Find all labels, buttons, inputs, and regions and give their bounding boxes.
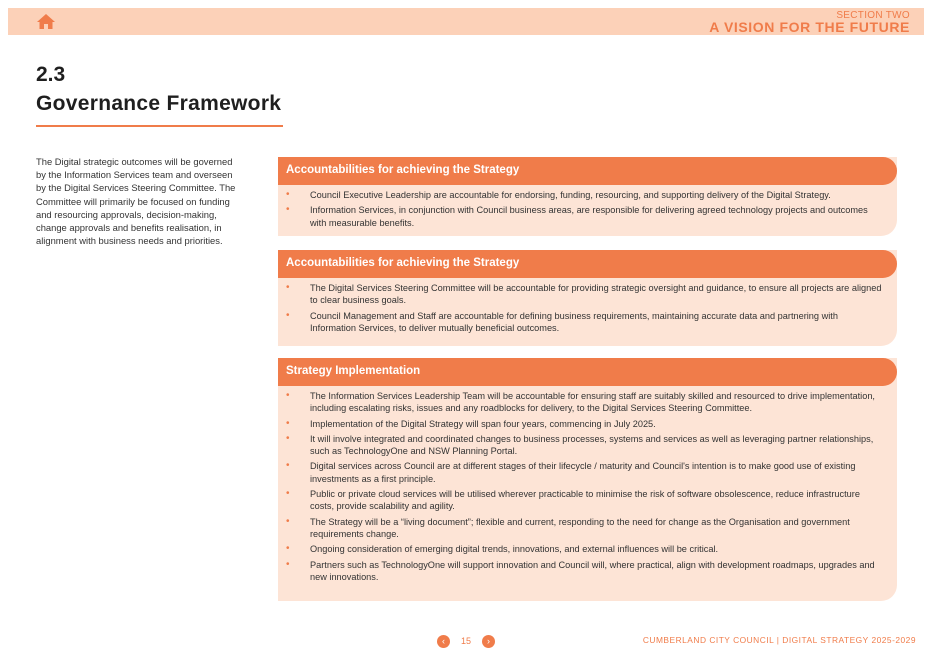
intro-paragraph: The Digital strategic outcomes will be governed by the Information Services team and overseen by the Digital Services Steering Committee. The Committee will primarily be focused on funding and resourcing approvals, decision-making, change approvals and benefits realisation, in alignment with business needs and priorities. (36, 156, 236, 247)
accountabilities-card-1 (278, 157, 897, 236)
top-banner (8, 8, 924, 35)
list-item: • Partners such as TechnologyOne will support innovation and Council will, where practical, align with development roadmaps, upgrades and new innovations. (310, 559, 883, 584)
card-title: Accountabilities for achieving the Strategy (278, 157, 897, 185)
bullet-list (278, 278, 897, 343)
footer-text: CUMBERLAND CITY COUNCIL | DIGITAL STRATEGY 2025-2029 (642, 635, 916, 645)
list-item: • Ongoing consideration of emerging digital trends, innovations, and external influences will be critical. (310, 543, 883, 555)
list-item: • Information Services, in conjunction with Council business areas, are responsible for delivering agreed technology projects and outcomes with measurable benefits. (310, 204, 883, 229)
accountabilities-card-2 (278, 250, 897, 346)
page-navigation (437, 634, 495, 648)
list-item: • It will involve integrated and coordinated changes to business processes, systems and services as well as leveraging partner relationships, such as TechnologyOne and NSW Planning Portal. (310, 433, 883, 458)
section-title: A VISION FOR THE FUTURE (709, 19, 910, 35)
section-label: SECTION TWO (836, 10, 910, 21)
bullet-list (278, 386, 897, 592)
list-item: • The Information Services Leadership Team will be accountable for ensuring staff are suitably skilled and resourced to drive implementation, including escalating risks, issues and any roadblocks for delivery, to the Digital Services Steering Committee. (310, 390, 883, 415)
strategy-implementation-card (278, 358, 897, 601)
page-title: Governance Framework (36, 92, 282, 115)
chevron-right-icon[interactable]: › (482, 635, 495, 648)
bullet-list (278, 185, 897, 238)
card-title: Strategy Implementation (278, 358, 897, 386)
list-item: • The Strategy will be a “living document”; flexible and current, responding to the need for change as the Organisation and government requirements change. (310, 516, 883, 541)
list-item: • Implementation of the Digital Strategy will span four years, commencing in July 2025. (310, 418, 883, 430)
chevron-left-icon[interactable]: ‹ (437, 635, 450, 648)
card-title: Accountabilities for achieving the Strategy (278, 250, 897, 278)
list-item: • Digital services across Council are at different stages of their lifecycle / maturity and Council's intention is to make good use of existing investments as a first principle. (310, 460, 883, 485)
home-icon[interactable] (36, 13, 56, 30)
list-item: • The Digital Services Steering Committee will be accountable for providing strategic oversight and guidance, to ensure all projects are aligned to clear business goals. (310, 282, 883, 307)
title-underline (36, 125, 283, 127)
list-item: • Council Management and Staff are accountable for defining business requirements, maintaining accurate data and partnering with Information Services, to deliver mutually beneficial outcomes. (310, 310, 883, 335)
list-item: • Council Executive Leadership are accountable for endorsing, funding, resourcing, and supporting delivery of the Digital Strategy. (310, 189, 883, 201)
section-number: 2.3 (36, 63, 66, 86)
page-number: 15 (461, 636, 472, 646)
list-item: • Public or private cloud services will be utilised wherever practicable to minimise the risk of software obsolescence, reduce infrastructure costs, provide scalability and agility. (310, 488, 883, 513)
